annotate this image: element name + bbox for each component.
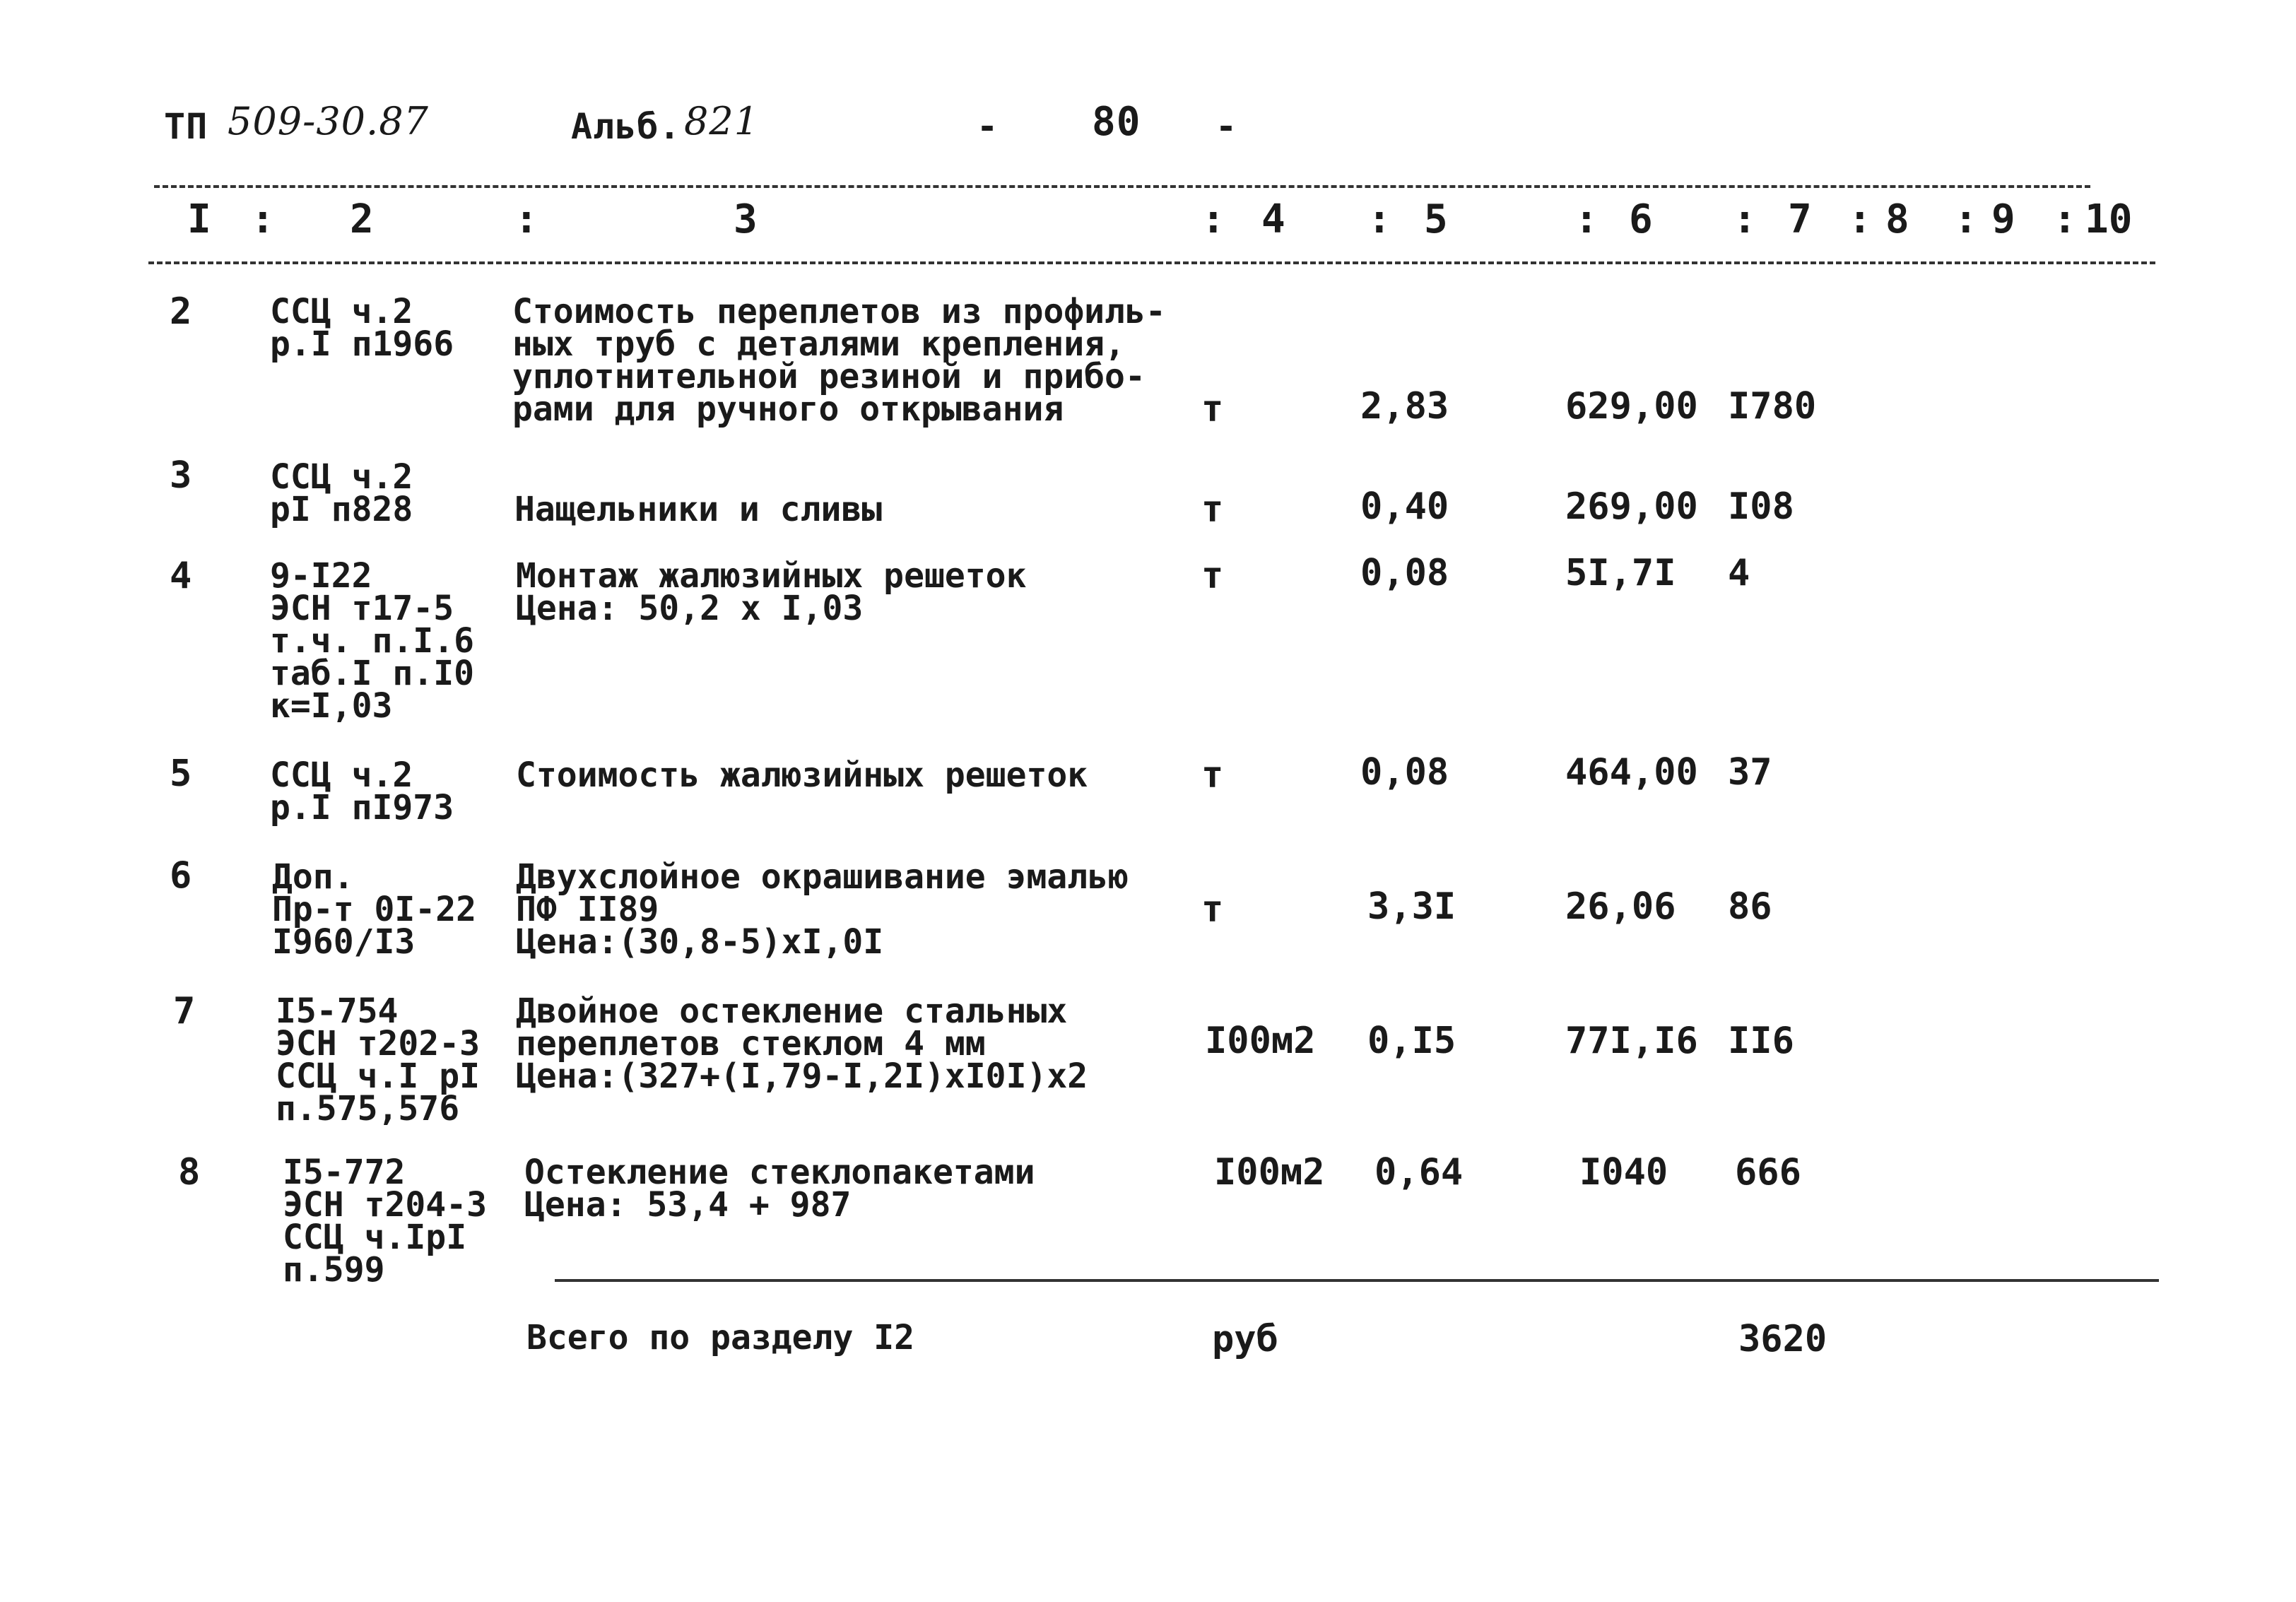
row-price: 269,00 [1565, 485, 1698, 528]
row-unit: I00м2 [1205, 1020, 1316, 1062]
col-header-5: 5 [1424, 196, 1448, 242]
row-number: 8 [178, 1151, 201, 1194]
summary-total: 3620 [1738, 1318, 1827, 1360]
row-name: Стоимость жалюзийных решеток [516, 755, 1088, 795]
col-header-4: 4 [1261, 196, 1285, 242]
total-rule [555, 1279, 2159, 1282]
row-price: 77I,I6 [1565, 1020, 1698, 1062]
row-quantity: 0,40 [1360, 485, 1449, 528]
col-separator: : [1574, 196, 1599, 242]
row-basis: ССЦ ч.2 р.I пI973 [270, 755, 454, 827]
row-name: Двойное остекление стальных переплетов стеклом 4 мм Цена:(327+(I,79-I,2I)хI0I)х2 [516, 991, 1088, 1096]
row-total: I08 [1728, 485, 1794, 528]
row-unit: т [1201, 488, 1224, 531]
row-total: 4 [1728, 552, 1750, 594]
summary-unit: руб [1212, 1318, 1278, 1360]
col-separator: : [1848, 196, 1872, 242]
row-total: 666 [1735, 1151, 1801, 1194]
dash-right: - [1215, 106, 1238, 147]
row-price: 464,00 [1565, 751, 1698, 794]
row-unit: т [1201, 754, 1224, 796]
row-name: Стоимость переплетов из профиль- ных труб с деталями крепления, уплотнительной резиной и прибо- рами для ручного открывания [512, 292, 1166, 429]
col-header-3: 3 [734, 196, 758, 242]
row-number: 6 [170, 854, 192, 897]
dash-left: - [977, 106, 999, 147]
col-header-1: I [187, 196, 211, 242]
col-separator: : [1733, 196, 1757, 242]
row-unit: т [1201, 888, 1224, 931]
row-quantity: 0,64 [1374, 1151, 1464, 1194]
col-separator: : [2053, 196, 2077, 242]
row-total: 37 [1728, 751, 1772, 794]
tp-label: ТП [164, 106, 208, 147]
col-header-8: 8 [1885, 196, 1909, 242]
album-number: 821 [684, 99, 760, 143]
row-name: Остекление стеклопакетами Цена: 53,4 + 987 [524, 1153, 1035, 1225]
row-price: I040 [1579, 1151, 1668, 1194]
col-header-6: 6 [1629, 196, 1653, 242]
col-header-2: 2 [350, 196, 374, 242]
row-quantity: 0,08 [1360, 751, 1449, 794]
col-separator: : [251, 196, 275, 242]
col-separator: : [514, 196, 538, 242]
col-separator: : [1201, 196, 1225, 242]
row-basis: ССЦ ч.2 р.I п1966 [270, 292, 454, 364]
col-separator: : [1367, 196, 1391, 242]
row-number: 4 [170, 555, 192, 597]
row-price: 26,06 [1565, 885, 1676, 928]
header-bottom-rule [148, 261, 2155, 264]
row-name: Двухслойное окрашивание эмалью ПФ II89 Цена:(30,8-5)хI,0I [516, 857, 1129, 962]
col-header-10: 10 [2085, 196, 2133, 242]
tp-code: 509-30.87 [228, 99, 429, 143]
row-unit: т [1201, 555, 1224, 597]
col-header-7: 7 [1788, 196, 1812, 242]
row-total: I780 [1728, 385, 1817, 428]
row-quantity: 0,08 [1360, 552, 1449, 594]
row-name: Нащельники и сливы [514, 490, 883, 529]
row-quantity: 3,3I [1367, 885, 1456, 928]
row-number: 3 [170, 454, 192, 497]
col-header-9: 9 [1991, 196, 2015, 242]
row-name: Монтаж жалюзийных решеток Цена: 50,2 х I,03 [516, 556, 1027, 628]
col-separator: : [1954, 196, 1978, 242]
row-quantity: 0,I5 [1367, 1020, 1456, 1062]
page-number: 80 [1092, 99, 1141, 145]
row-unit: I00м2 [1214, 1151, 1325, 1194]
header-top-rule [154, 185, 2090, 188]
summary-label: Всего по разделу I2 [526, 1318, 915, 1357]
row-total: II6 [1728, 1020, 1794, 1062]
row-basis: I5-754 ЭСН т202-3 ССЦ ч.I рI п.575,576 [276, 991, 480, 1129]
row-basis: I5-772 ЭСН т204-3 ССЦ ч.IрI п.599 [283, 1153, 487, 1290]
row-number: 5 [170, 753, 192, 795]
row-basis: Доп. Пр-т 0I-22 I960/I3 [272, 857, 476, 962]
row-basis: ССЦ ч.2 рI п828 [270, 457, 413, 529]
row-number: 7 [173, 990, 196, 1032]
row-unit: т [1201, 388, 1224, 430]
row-price: 5I,7I [1565, 552, 1676, 594]
row-total: 86 [1728, 885, 1772, 928]
row-number: 2 [170, 290, 192, 333]
row-basis: 9-I22 ЭСН т17-5 т.ч. п.I.6 таб.I п.I0 к=I,03 [270, 556, 474, 726]
row-quantity: 2,83 [1360, 385, 1449, 428]
album-label: Альб. [571, 106, 681, 147]
row-price: 629,00 [1565, 385, 1698, 428]
